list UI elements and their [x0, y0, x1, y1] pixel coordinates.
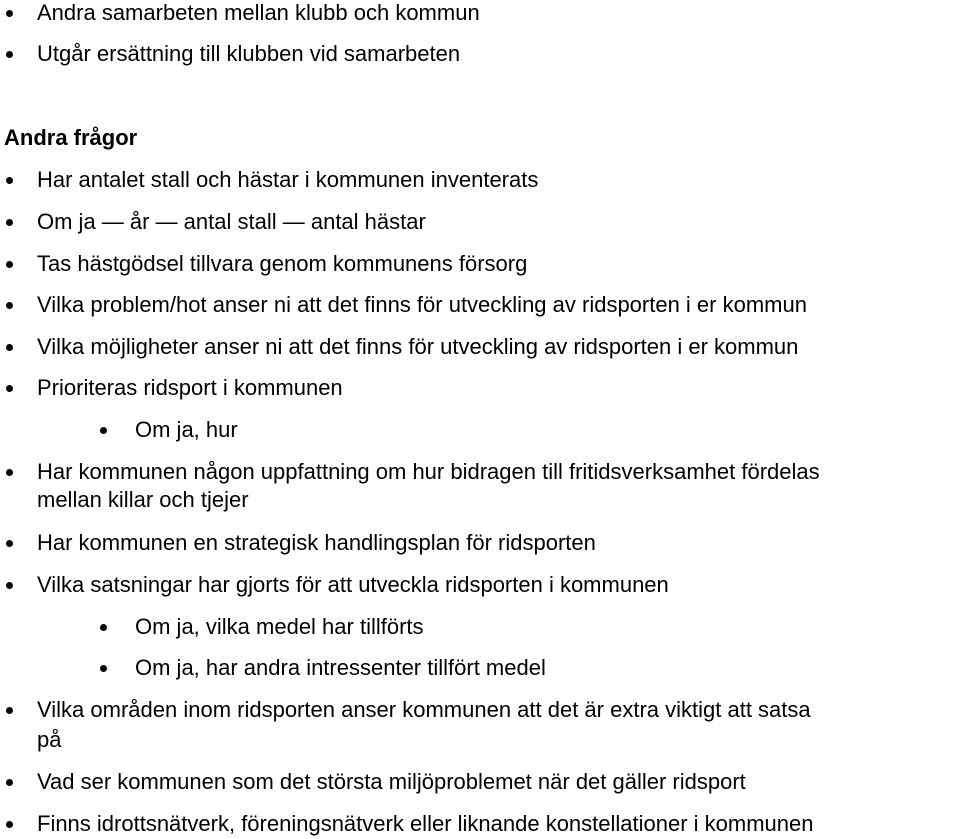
list-item-text: Tas hästgödsel tillvara genom kommunens försorg — [37, 251, 528, 276]
bullet-icon — [6, 261, 13, 268]
list-item-text: Om ja, har andra intressenter tillfört medel — [135, 655, 546, 680]
bullet-icon — [6, 10, 13, 17]
list-item-text: Om ja, hur — [135, 417, 238, 442]
list-item-text: Utgår ersättning till klubben vid samarbeten — [37, 41, 461, 66]
list-item-continuation: på — [37, 727, 62, 752]
bullet-icon — [6, 707, 13, 714]
bullet-icon — [6, 51, 13, 58]
list-item-text: Om ja — år — antal stall — antal hästar — [37, 209, 426, 234]
bullet-icon — [6, 302, 13, 309]
list-item-text: Vilka områden inom ridsporten anser kommunen att det är extra viktigt att satsa — [37, 697, 811, 722]
list-item-text: Har kommunen någon uppfattning om hur bidragen till fritidsverksamhet fördelas — [37, 459, 820, 484]
list-item-text: Vilka möjligheter anser ni att det finns för utveckling av ridsporten i er kommun — [37, 334, 799, 359]
bullet-icon — [6, 540, 13, 547]
list-item-text: Har kommunen en strategisk handlingsplan för ridsporten — [37, 530, 596, 555]
bullet-icon — [100, 624, 107, 631]
bullet-icon — [6, 385, 13, 392]
bullet-icon — [100, 427, 107, 434]
list-item-text: Har antalet stall och hästar i kommunen inventerats — [37, 167, 539, 192]
list-item-text: Vilka problem/hot anser ni att det finns för utveckling av ridsporten i er kommun — [37, 292, 807, 317]
bullet-icon — [6, 344, 13, 351]
section-heading: Andra frågor — [4, 125, 138, 150]
list-item-continuation: mellan killar och tjejer — [37, 487, 249, 512]
list-item-text: Vad ser kommunen som det största miljöproblemet när det gäller ridsport — [37, 769, 746, 794]
bullet-icon — [6, 582, 13, 589]
bullet-icon — [6, 779, 13, 786]
list-item-text: Finns idrottsnätverk, föreningsnätverk eller liknande konstellationer i kommunen — [37, 811, 814, 836]
bullet-icon — [6, 177, 13, 184]
bullet-icon — [100, 665, 107, 672]
list-item-text: Om ja, vilka medel har tillförts — [135, 614, 424, 639]
bullet-icon — [6, 469, 13, 476]
list-item-text: Vilka satsningar har gjorts för att utveckla ridsporten i kommunen — [37, 572, 669, 597]
bullet-icon — [6, 821, 13, 828]
list-item-text: Prioriteras ridsport i kommunen — [37, 375, 343, 400]
list-item-text: Andra samarbeten mellan klubb och kommun — [37, 0, 480, 25]
bullet-icon — [6, 219, 13, 226]
